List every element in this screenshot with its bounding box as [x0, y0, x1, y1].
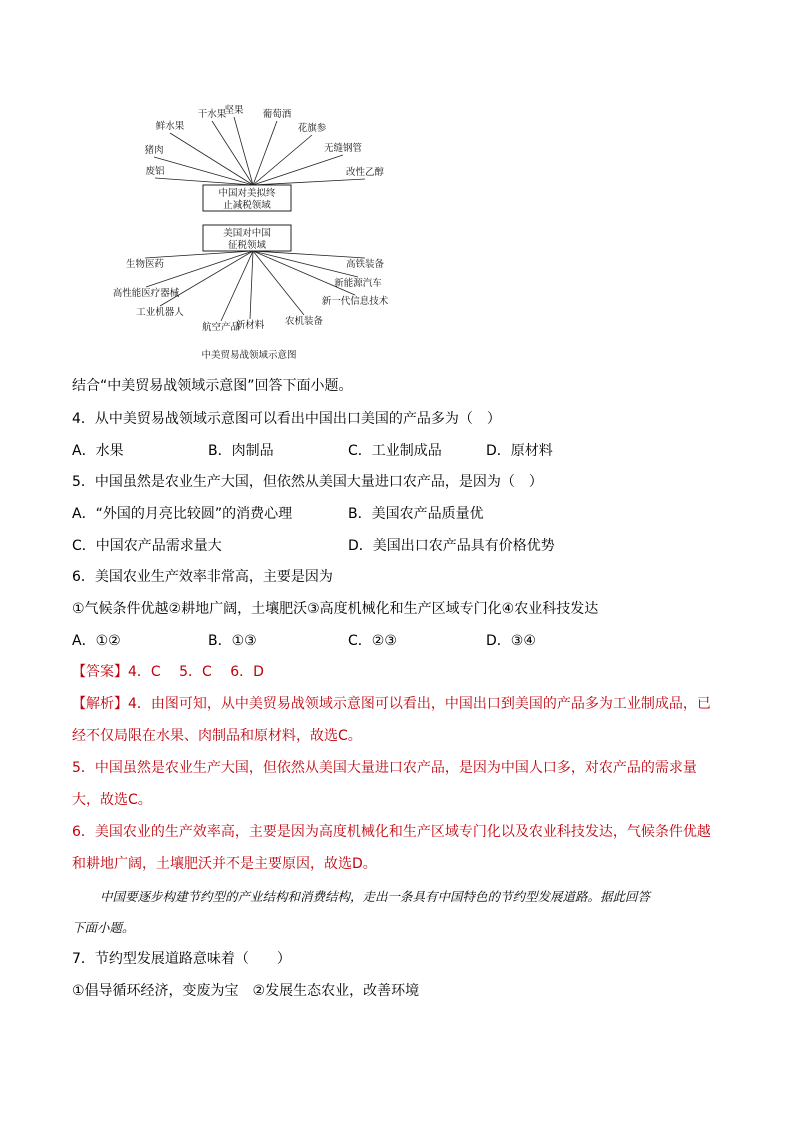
q4-stem: 4．从中美贸易战领域示意图可以看出中国出口美国的产品多为（ ） [72, 411, 501, 427]
q5-option-c: C．中国农产品需求量大 [72, 538, 222, 554]
box-china-line2: 止减税领域 [223, 200, 271, 211]
q6-option-a: A．①② [72, 633, 121, 649]
answer-tag: 【答案】 [72, 664, 128, 680]
q7-stem: 7．节约型发展道路意味着（ ） [72, 951, 291, 967]
bottom-connector [253, 251, 365, 258]
q5-option-a: A．“外国的月亮比较圆”的消费心理 [72, 506, 293, 522]
q5-stem: 5．中国虽然是农业生产大国，但依然从美国大量进口农产品，是因为（ ） [72, 474, 543, 490]
bottom-item-label: 新能源汽车 [334, 278, 382, 289]
bottom-item-label: 新一代信息技术 [321, 296, 389, 307]
analysis-6-line1: 6．美国农业的生产效率高，主要是因为高度机械化和生产区域专门化以及农业科技发达，气候条件优越 [72, 824, 711, 840]
bottom-connector [253, 251, 304, 315]
bottom-item-label: 高铁装备 [345, 259, 385, 270]
analysis-5-line2: 大，故选C。 [72, 792, 152, 808]
answer-line [72, 663, 264, 681]
diagram-caption: 中美贸易战领域示意图 [201, 350, 297, 361]
analysis-6-line2: 和耕地广阔，土壤肥沃并不是主要原因，故选D。 [72, 856, 377, 872]
top-connector [253, 121, 277, 185]
q6-option-c: C．②③ [348, 633, 397, 649]
top-item-label: 废铝 [145, 166, 165, 177]
top-item-label: 无缝钢管 [323, 143, 363, 154]
passage-line2: 下面小题。 [72, 920, 135, 935]
trade-war-diagram [100, 100, 400, 365]
q6-option-b: B．①③ [208, 633, 257, 649]
q4-option-c: C．工业制成品 [348, 443, 442, 459]
analysis-4-line1 [72, 695, 711, 713]
q6-stem: 6．美国农业生产效率非常高，主要是因为 [72, 569, 333, 585]
top-item-label: 改性乙醇 [345, 167, 385, 178]
answer-text: 4．C 5．C 6．D [128, 664, 264, 680]
passage-line1: 中国要逐步构建节约型的产业结构和消费结构，走出一条具有中国特色的节约型发展道路。据此回答 [100, 889, 651, 904]
lead-text: 结合“中美贸易战领域示意图”回答下面小题。 [72, 378, 353, 394]
box-china-line1: 中国对美拟终 [218, 188, 276, 199]
q6-choices: ①气候条件优越②耕地广阔，土壤肥沃③高度机械化和生产区域专门化④农业科技发达 [72, 601, 599, 617]
bottom-connector [253, 251, 358, 277]
bottom-item-label: 农机装备 [284, 316, 324, 327]
analysis-4-text1: 4．由图可知，从中美贸易战领域示意图可以看出，中国出口到美国的产品多为工业制成品，已 [128, 696, 711, 712]
q7-choices: ①倡导循环经济，变废为宝 ②发展生态农业，改善环境 [72, 983, 420, 999]
bottom-connector [145, 251, 253, 258]
q4-option-d: D．原材料 [486, 443, 553, 459]
top-connector [253, 179, 365, 185]
top-item-label: 干水果 [197, 109, 227, 120]
analysis-4-line2: 经不仅局限在水果、肉制品和原材料，故选C。 [72, 728, 362, 744]
top-item-label: 猪肉 [144, 145, 164, 156]
q4-option-a: A．水果 [72, 443, 124, 459]
bottom-item-label: 工业机器人 [136, 307, 184, 318]
q5-option-b: B．美国农产品质量优 [348, 506, 484, 522]
analysis-5-line1: 5．中国虽然是农业生产大国，但依然从美国大量进口农产品，是因为中国人口多，对农产品的需求量 [72, 760, 697, 776]
top-connector [253, 155, 343, 185]
q6-option-d: D．③④ [486, 633, 536, 649]
top-item-label: 葡萄酒 [262, 109, 292, 120]
top-item-label: 花旗参 [297, 123, 327, 134]
top-connector [155, 178, 253, 185]
bottom-item-label: 新材料 [235, 320, 265, 331]
top-item-label: 坚果 [224, 105, 244, 116]
top-item-label: 鲜水果 [155, 121, 185, 132]
box-us-line2: 征税领域 [227, 240, 267, 251]
bottom-item-label: 高性能医疗器械 [112, 288, 180, 299]
bottom-connector [221, 251, 253, 321]
q5-option-d: D．美国出口农产品具有价格优势 [348, 538, 555, 554]
bottom-item-label: 生物医药 [125, 259, 165, 270]
box-us-line1: 美国对中国 [223, 228, 271, 239]
q4-option-b: B．肉制品 [208, 443, 274, 459]
bottom-item-label: 航空产品 [201, 322, 241, 333]
bottom-connector [250, 251, 253, 319]
top-connector [253, 135, 312, 185]
analysis-tag: 【解析】 [72, 696, 128, 712]
